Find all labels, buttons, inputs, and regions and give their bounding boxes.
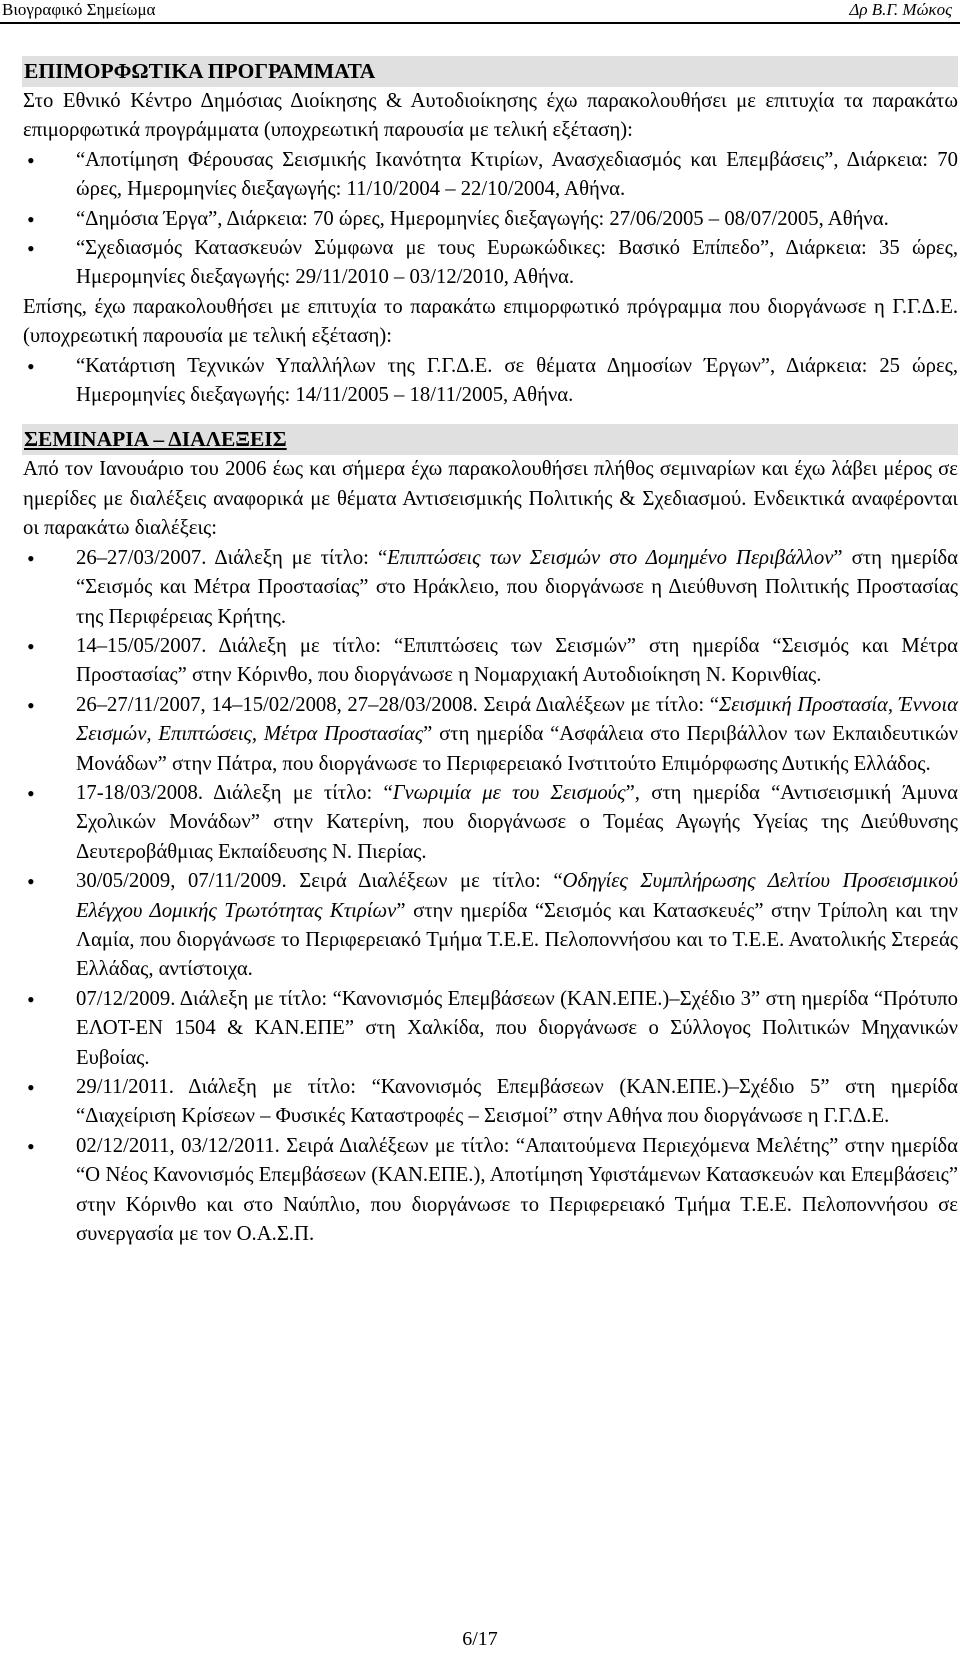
training-list-2	[23, 352, 958, 411]
header-title: Βιογραφικό Σημείωμα	[2, 0, 156, 19]
page-number: 6/17	[462, 1628, 498, 1650]
list-item: • “Κατάρτιση Τεχνικών Υπαλλήλων της Γ.Γ.Δ.Ε. σε θέματα Δημοσίων Έργων”, Διάρκεια: 25 ώρες, Ημερομηνίες διεξαγωγής: 14/11/2005 – 18/11/2005, Αθήνα.	[23, 352, 958, 411]
list-item: • “Σχεδιασμός Κατασκευών Σύμφωνα με τους Ευρωκώδικες: Βασικό Επίπεδο”, Διάρκεια: 35 ώρες, Ημερομηνίες διεξαγωγής: 29/11/2010 – 03/12/2010, Αθήνα.	[23, 234, 958, 293]
seminars-list	[23, 544, 958, 1250]
section-title-seminars: ΣΕΜΙΝΑΡΙΑ – ΔΙΑΛΕΞΕΙΣ	[22, 424, 958, 455]
list-item: • 26–27/11/2007, 14–15/02/2008, 27–28/03/2008. Σειρά Διαλέξεων με τίτλο: “Σεισμική Προστασία, Έννοια Σεισμών, Επιπτώσεις, Μέτρα Προστασίας” στη ημερίδα “Ασφάλεια στο Περιβάλλον των Εκπαιδευτικών Μονάδων” στην Πάτρα, που διοργάνωσε το Περιφερειακό Ινστιτούτο Επιμόρφωσης Δυτικής Ελλάδος.	[23, 691, 958, 779]
list-item: • “Δημόσια Έργα”, Διάρκεια: 70 ώρες, Ημερομηνίες διεξαγωγής: 27/06/2005 – 08/07/2005, Αθήνα.	[23, 205, 958, 234]
training-intro: Στο Εθνικό Κέντρο Δημόσιας Διοίκησης & Αυτοδιοίκησης έχω παρακολουθήσει με επιτυχία τα παρακάτω επιμορφωτικά προγράμματα (υποχρεωτική παρουσία με τελική εξέταση):	[23, 90, 958, 142]
list-item: • 02/12/2011, 03/12/2011. Σειρά Διαλέξεων με τίτλο: “Απαιτούμενα Περιεχόμενα Μελέτης” στην ημερίδα “Ο Νέος Κανονισμός Επεμβάσεων (ΚΑΝ.ΕΠΕ.), Αποτίμηση Υφιστάμενων Κατασκευών και Επεμβάσεις” στην Κόρινθο και στο Ναύπλιο, που διοργάνωσε το Περιφερειακό Τμήμα Τ.Ε.Ε. Πελοποννήσου σε συνεργασία με τον Ο.Α.Σ.Π.	[23, 1132, 958, 1250]
page-header	[0, 0, 960, 22]
list-item: • 26–27/03/2007. Διάλεξη με τίτλο: “Επιπτώσεις των Σεισμών στο Δομημένο Περιβάλλον” στη ημερίδα “Σεισμός και Μέτρα Προστασίας” στο Ηράκλειο, που διοργάνωσε η Διεύθυνση Πολιτικής Προστασίας της Περιφέρειας Κρήτης.	[23, 544, 958, 632]
list-item: • “Αποτίμηση Φέρουσας Σεισμικής Ικανότητα Κτιρίων, Ανασχεδιασμός και Επεμβάσεις”, Διάρκεια: 70 ώρες, Ημερομηνίες διεξαγωγής: 11/10/2004 – 22/10/2004, Αθήνα.	[23, 146, 958, 205]
seminars-intro: Από τον Ιανουάριο του 2006 έως και σήμερα έχω παρακολουθήσει πλήθος σεμιναρίων και έχω λάβει μέρος σε ημερίδες με διαλέξεις αναφορικά με θέματα Αντισεισμικής Πολιτικής & Σχεδιασμού. Ενδεικτικά αναφέρονται οι παρακάτω διαλέξεις:	[23, 458, 958, 540]
list-item: • 29/11/2011. Διάλεξη με τίτλο: “Κανονισμός Επεμβάσεων (ΚΑΝ.ΕΠΕ.)–Σχέδιο 5” στη ημερίδα “Διαχείριση Κρίσεων – Φυσικές Καταστροφές – Σεισμοί” στην Αθήνα που διοργάνωσε η Γ.Γ.Δ.Ε.	[23, 1073, 958, 1132]
list-item: • 17-18/03/2008. Διάλεξη με τίτλο: “Γνωριμία με του Σεισμούς”, στη ημερίδα “Αντισεισμική Άμυνα Σχολικών Μονάδων” στην Κατερίνη, που διοργάνωσε ο Τομέας Αγωγής Υγείας της Διεύθυνσης Δευτεροβάθμιας Εκπαίδευσης Ν. Πιερίας.	[23, 779, 958, 867]
list-item: • 14–15/05/2007. Διάλεξη με τίτλο: “Επιπτώσεις των Σεισμών” στη ημερίδα “Σεισμός και Μέτρα Προστασίας” στην Κόρινθο, που διοργάνωσε η Νομαρχιακή Αυτοδιοίκηση Ν. Κορινθίας.	[23, 632, 958, 691]
document-body	[23, 38, 958, 1249]
list-item: • 07/12/2009. Διάλεξη με τίτλο: “Κανονισμός Επεμβάσεων (ΚΑΝ.ΕΠΕ.)–Σχέδιο 3” στη ημερίδα “Πρότυπο ΕΛΟΤ-ΕΝ 1504 & ΚΑΝ.ΕΠΕ” στη Χαλκίδα, που διοργάνωσε ο Σύλλογος Πολιτικών Μηχανικών Ευβοίας.	[23, 985, 958, 1073]
header-author: Δρ Β.Γ. Μώκος	[849, 0, 952, 19]
list-item: • 30/05/2009, 07/11/2009. Σειρά Διαλέξεων με τίτλο: “Οδηγίες Συμπλήρωσης Δελτίου Προσεισμικού Ελέγχου Δομικής Τρωτότητας Κτιρίων” στην ημερίδα “Σεισμός και Κατασκευές” στην Τρίπολη και την Λαμία, που διοργάνωσε το Περιφερειακό Τμήμα Τ.Ε.Ε. Πελοποννήσου και το Τ.Ε.Ε. Ανατολικής Στερεάς Ελλάδας, αντίστοιχα.	[23, 867, 958, 985]
training-list	[23, 146, 958, 293]
section-title-training: ΕΠΙΜΟΡΦΩΤΙΚΑ ΠΡΟΓΡΑΜΜΑΤΑ	[22, 56, 958, 87]
training-intro-2: Επίσης, έχω παρακολουθήσει με επιτυχία το παρακάτω επιμορφωτικό πρόγραμμα που διοργάνωσε η Γ.Γ.Δ.Ε. (υποχρεωτική παρουσία με τελική εξέταση):	[23, 295, 958, 348]
header-rule	[0, 22, 960, 24]
